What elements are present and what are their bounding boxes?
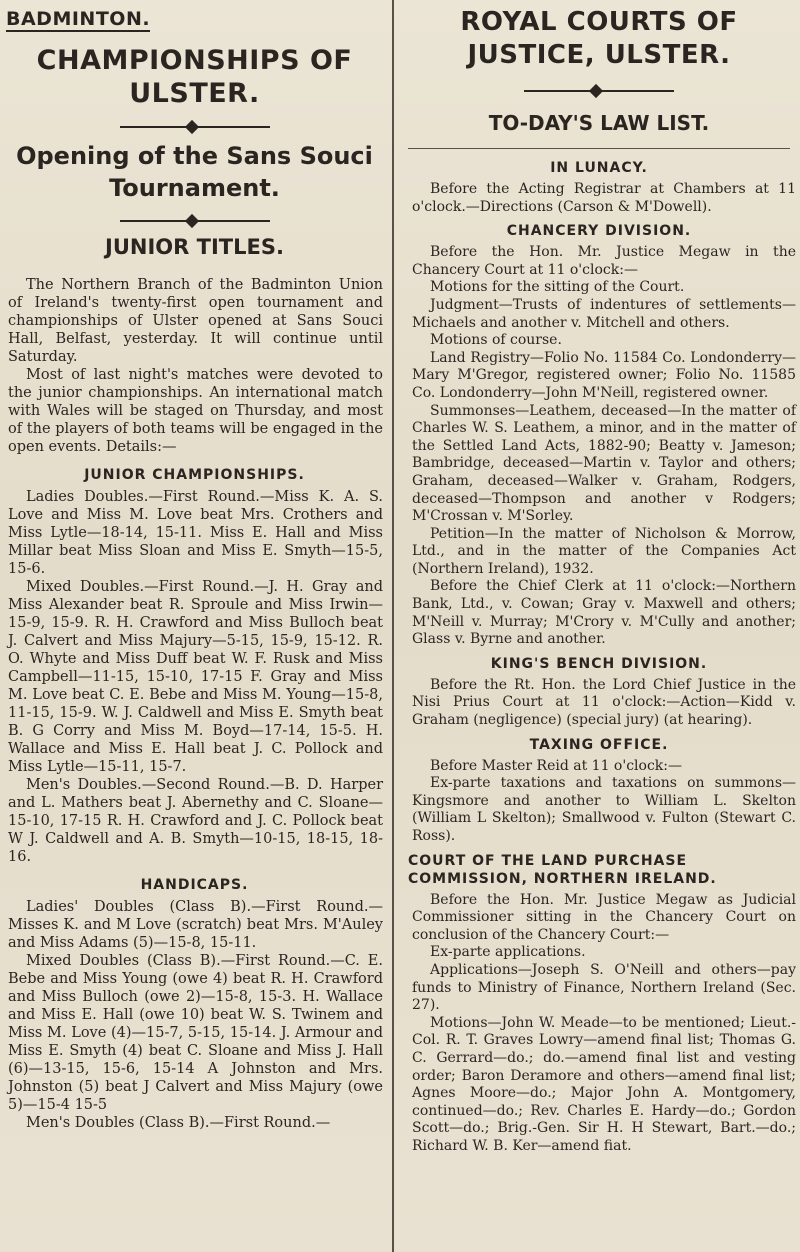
section-tag: BADMINTON. [6, 8, 151, 30]
lunacy-heading: IN LUNACY. [550, 160, 648, 176]
rule [408, 148, 790, 149]
article-subheadline: Opening of the Sans Souci Tournament. [16, 142, 373, 202]
law-paragraph: Ex-parte taxations and taxations on summons—Kingsmore and another to William L. Skelton (William L Skelton); Smallwood v. Fulton (Stewart C. Ross). [412, 775, 796, 844]
intro-paragraph: Most of last night's matches were devoted to the junior championships. An international match with Wales will be staged on Thursday, and most of the players of both teams will be engaged in the open events. Details:— [8, 367, 383, 455]
law-paragraph: Before Master Reid at 11 o'clock:— [430, 757, 682, 774]
results-paragraph: Ladies Doubles.—First Round.—Miss K. A. S. Love and Miss M. Love beat Mrs. Crothers and Miss Lytle—18-14, 15-11. Miss E. Hall and Miss Millar beat Miss Sloan and Miss E. Smyth—15-5, 15-6. [8, 489, 383, 577]
kings-bench-heading: KING'S BENCH DIVISION. [490, 655, 708, 672]
law-paragraph: Land Registry—Folio No. 11584 Co. Londonderry—Mary M'Gregor, registered owner; Folio No. 11585 Co. Londonderry—John M'Neill, registered owner. [412, 349, 796, 401]
article-headline: ROYAL COURTS OF JUSTICE, ULSTER. [460, 7, 738, 70]
intro-paragraph: The Northern Branch of the Badminton Union of Ireland's twenty-first open tournament and championships of Ulster opened at Sans Souci Hall, Belfast, yesterday. It will continue until Saturday. [8, 277, 383, 365]
law-paragraph: Motions—John W. Meade—to be mentioned; Lieut.-Col. R. T. Graves Lowry—amend final list; Thomas G. C. Gerrard—do.; do.—amend final list and vesting order; Baron Deramore and others—amend final list; Agnes Moore—do.; Major John A. Montgomery, continued—do.; Rev. Charles E. Hardy—do.; Gordon Scott—do.; Brig.-Gen. Sir H. H Stewart, Bart.—do.; Richard W. B. Ker—amend fiat. [412, 1014, 796, 1154]
results-paragraph: Mixed Doubles.—First Round.—J. H. Gray and Miss Alexander beat R. Sproule and Miss Irwin—15-9, 15-9. R. H. Crawford and Miss Bulloch beat J. Calvert and Miss Majury—5-15, 15-9, 15-12. R. O. Whyte and Miss Duff beat W. F. Rusk and Miss Campbell—11-15, 15-10, 17-15 F. Gray and Miss M. Love beat C. E. Bebe and Miss M. Young—15-8, 11-15, 15-9. W. J. Caldwell and Miss E. Smyth beat B. G Corry and Miss M. Boyd—17-14, 15-5. H. Wallace and Miss E. Hall beat J. C. Pollock and Miss Lytle—15-11, 15-7. [8, 579, 383, 775]
law-list-column [398, 0, 800, 1252]
law-paragraph: Motions for the sitting of the Court. [430, 279, 685, 296]
law-paragraph: Summonses—Leathem, deceased—In the matter of Charles W. S. Leathem, a minor, and in the matter of the Settled Land Acts, 1882-90; Beatty v. Jameson; Bambridge, deceased—Martin v. Taylor and others; Graham, deceased—Walker v. Graham, Rodgers, deceased—Thompson and another v Rodgers; M'Crossan v. M'Sorley. [412, 402, 796, 525]
law-paragraph: Before the Hon. Mr. Justice Megaw in the Chancery Court at 11 o'clock:— [412, 244, 796, 278]
law-paragraph: Petition—In the matter of Nicholson & Morrow, Ltd., and in the matter of the Companies Act (Northern Ireland), 1932. [412, 525, 796, 577]
law-paragraph: Before the Rt. Hon. the Lord Chief Justice in the Nisi Prius Court at 11 o'clock:—Action—Kidd v. Graham (negligence) (special jury) (at hearing). [412, 676, 796, 729]
results-paragraph: Mixed Doubles (Class B).—First Round.—C. E. Bebe and Miss Young (owe 4) beat R. H. Crawford and Miss Bulloch (owe 2)—15-8, 15-3. H. Wallace and Miss E. Hall (owe 10) beat W. S. Twinem and Miss M. Love (4)—15-7, 5-15, 15-14. J. Armour and Miss E. Smyth (4) beat C. Sloane and Miss J. Hall (6)—13-15, 15-6, 15-14 A Johnston and Mrs. Johnston (5) beat J Calvert and Miss Majury (owe 5)—15-4 15-5 [8, 953, 383, 1113]
law-list-heading: TO-DAY'S LAW LIST. [488, 111, 710, 135]
law-paragraph: Before the Hon. Mr. Justice Megaw as Judicial Commissioner sitting in the Chancery Court on conclusion of the Chancery Court:— [412, 891, 796, 943]
law-paragraph: Applications—Joseph S. O'Neill and others—pay funds to Ministry of Finance, Northern Ireland (Sec. 27). [412, 961, 796, 1014]
law-paragraph: Before the Chief Clerk at 11 o'clock:—Northern Bank, Ltd., v. Cowan; Gray v. Maxwell and others; M'Neill v. Murray; M'Crory v. M'Cully and another; Glass v. Byrne and another. [412, 578, 796, 648]
headline-divider [120, 126, 270, 128]
subheadline-divider [120, 220, 270, 222]
law-paragraph: Before the Acting Registrar at Chambers at 11 o'clock.—Directions (Carson & M'Dowell). [412, 181, 796, 215]
law-paragraph: Ex-parte applications. [430, 944, 586, 961]
titles-heading: JUNIOR TITLES. [105, 235, 284, 259]
results-paragraph: Men's Doubles (Class B).—First Round.— [26, 1115, 331, 1131]
handicaps-heading: HANDICAPS. [140, 877, 249, 893]
headline-divider [524, 90, 674, 92]
law-paragraph: Motions of course. [430, 332, 562, 349]
results-paragraph: Ladies' Doubles (Class B).—First Round.—Misses K. and M Love (scratch) beat Mrs. M'Auley and Miss Adams (5)—15-8, 15-11. [8, 899, 383, 951]
chancery-heading: CHANCERY DIVISION. [506, 223, 692, 240]
law-paragraph: Judgment—Trusts of indentures of settlements—Michaels and another v. Mitchell and others. [412, 296, 796, 331]
badminton-column [0, 0, 389, 1252]
article-headline: CHAMPIONSHIPS OF ULSTER. [36, 45, 353, 109]
results-paragraph: Men's Doubles.—Second Round.—B. D. Harper and L. Mathers beat J. Abernethy and C. Sloane—15-10, 17-15 R. H. Crawford and J. C. Pollock beat W J. Caldwell and A. B. Smyth—10-15, 18-15, 18-16. [8, 777, 383, 865]
column-rule [392, 0, 394, 1252]
junior-championships-heading: JUNIOR CHAMPIONSHIPS. [84, 467, 305, 483]
land-purchase-heading: COURT OF THE LAND PURCHASE COMMISSION, NORTHERN IRELAND. [408, 852, 717, 887]
taxing-office-heading: TAXING OFFICE. [529, 736, 669, 753]
